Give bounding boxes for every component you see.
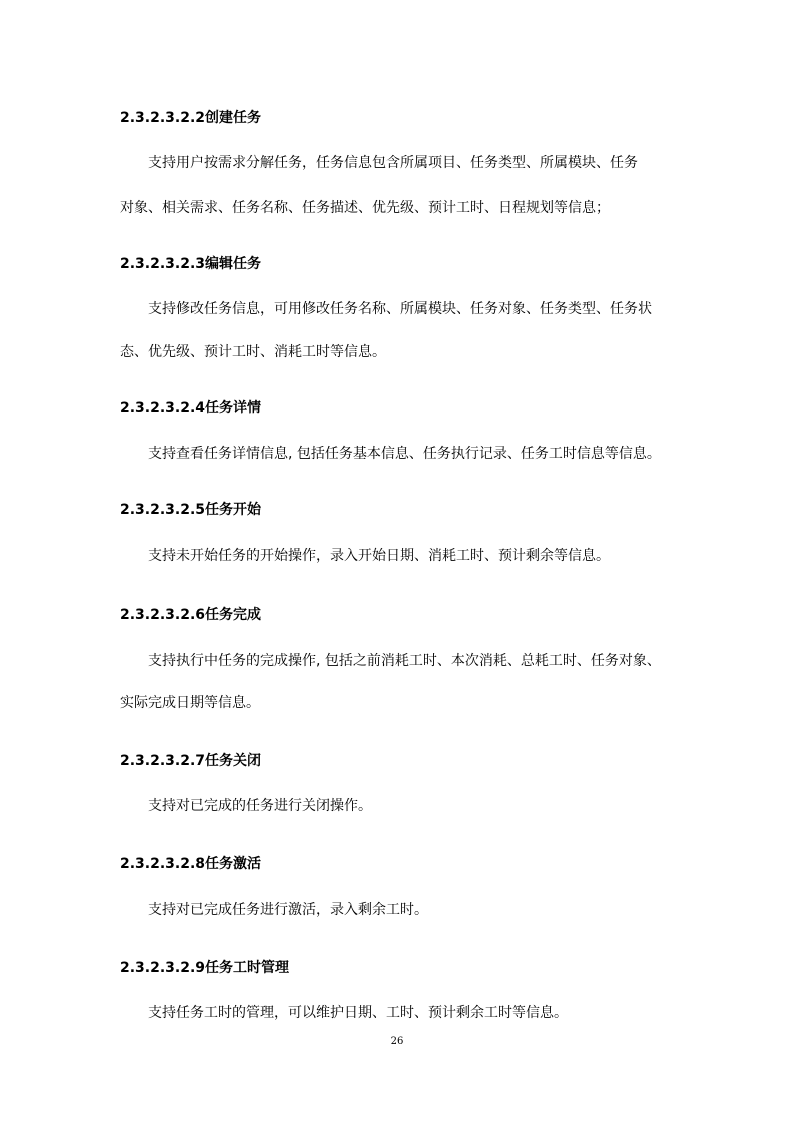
- section-heading-task-details: 2.3.2.3.2.4任务详情: [120, 400, 262, 416]
- paragraph-line: 支持用户按需求分解任务，任务信息包含所属项目、任务类型、所属模块、任务: [148, 155, 638, 171]
- section-heading-create-task: 2.3.2.3.2.2创建任务: [120, 110, 262, 126]
- section-heading-task-start: 2.3.2.3.2.5任务开始: [120, 502, 262, 518]
- paragraph-line: 支持任务工时的管理，可以维护日期、工时、预计剩余工时等信息。: [148, 1005, 568, 1021]
- section-heading-task-close: 2.3.2.3.2.7任务关闭: [120, 753, 262, 769]
- section-heading-task-complete: 2.3.2.3.2.6任务完成: [120, 607, 262, 623]
- section-heading-task-hours: 2.3.2.3.2.9任务工时管理: [120, 960, 290, 976]
- paragraph-line: 支持对已完成的任务进行关闭操作。: [148, 798, 372, 814]
- paragraph-line: 态、优先级、预计工时、消耗工时等信息。: [120, 344, 386, 360]
- section-heading-task-activate: 2.3.2.3.2.8任务激活: [120, 856, 262, 872]
- paragraph-line: 支持执行中任务的完成操作, 包括之前消耗工时、本次消耗、总耗工时、任务对象、: [148, 653, 661, 669]
- section-heading-edit-task: 2.3.2.3.2.3编辑任务: [120, 256, 262, 272]
- paragraph-line: 支持对已完成任务进行激活，录入剩余工时。: [148, 902, 428, 918]
- paragraph-line: 支持查看任务详情信息, 包括任务基本信息、任务执行记录、任务工时信息等信息。: [148, 446, 661, 462]
- paragraph-line: 对象、相关需求、任务名称、任务描述、优先级、预计工时、日程规划等信息；: [120, 200, 610, 216]
- paragraph-line: 支持修改任务信息，可用修改任务名称、所属模块、任务对象、任务类型、任务状: [148, 301, 652, 317]
- page-number: 26: [390, 1036, 404, 1047]
- paragraph-line: 实际完成日期等信息。: [120, 695, 260, 711]
- paragraph-line: 支持未开始任务的开始操作，录入开始日期、消耗工时、预计剩余等信息。: [148, 548, 610, 564]
